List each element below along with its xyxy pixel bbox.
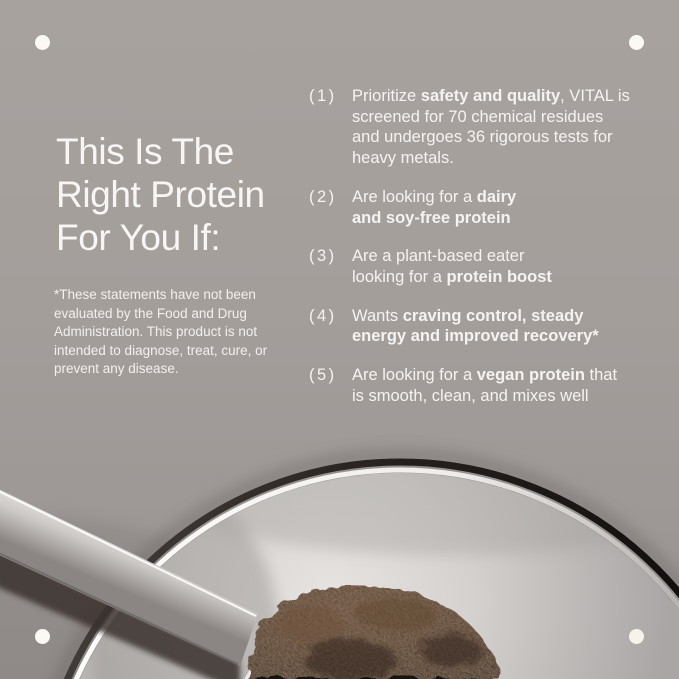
item-text: Prioritize safety and quality, VITAL is screened for 70 chemical residues and undergoes 36 rigorous tests for heavy metals.	[352, 87, 630, 168]
page-title-line: Right Protein	[56, 174, 265, 215]
item-number: (5)	[309, 366, 337, 385]
corner-dot-bottom-right	[629, 629, 644, 644]
checklist-item	[309, 187, 630, 228]
checklist-item	[309, 365, 630, 406]
disclaimer-line: intended to diagnose, treat, cure, or	[54, 342, 268, 358]
corner-dot-bottom-left	[35, 629, 50, 644]
page-title	[56, 130, 265, 259]
corner-dot-top-left	[35, 35, 50, 50]
item-number: (3)	[309, 247, 337, 266]
item-text: Are looking for a vegan protein that is smooth, clean, and mixes well	[352, 366, 618, 405]
page-title-line: This Is The	[56, 131, 234, 172]
item-text: Are looking for a dairy and soy-free protein	[352, 187, 517, 227]
checklist-item	[309, 86, 630, 169]
page-title-line: For You If:	[56, 217, 221, 258]
checklist-item	[309, 246, 630, 287]
benefits-checklist	[309, 86, 630, 406]
item-number: (2)	[309, 187, 337, 206]
corner-dot-top-right	[629, 35, 644, 50]
item-number: (4)	[309, 306, 337, 325]
item-text: Are a plant-based eater looking for a protein boost	[352, 247, 552, 286]
disclaimer-line: evaluated by the Food and Drug	[54, 305, 247, 321]
fda-disclaimer	[54, 286, 267, 379]
disclaimer-line: Administration. This product is not	[54, 324, 258, 340]
item-number: (1)	[309, 87, 337, 105]
disclaimer-line: *These statements have not been	[54, 287, 256, 302]
checklist-item	[309, 306, 630, 347]
disclaimer-line: prevent any disease.	[54, 361, 179, 377]
item-text: Wants craving control, steady energy and improved recovery*	[352, 306, 599, 346]
